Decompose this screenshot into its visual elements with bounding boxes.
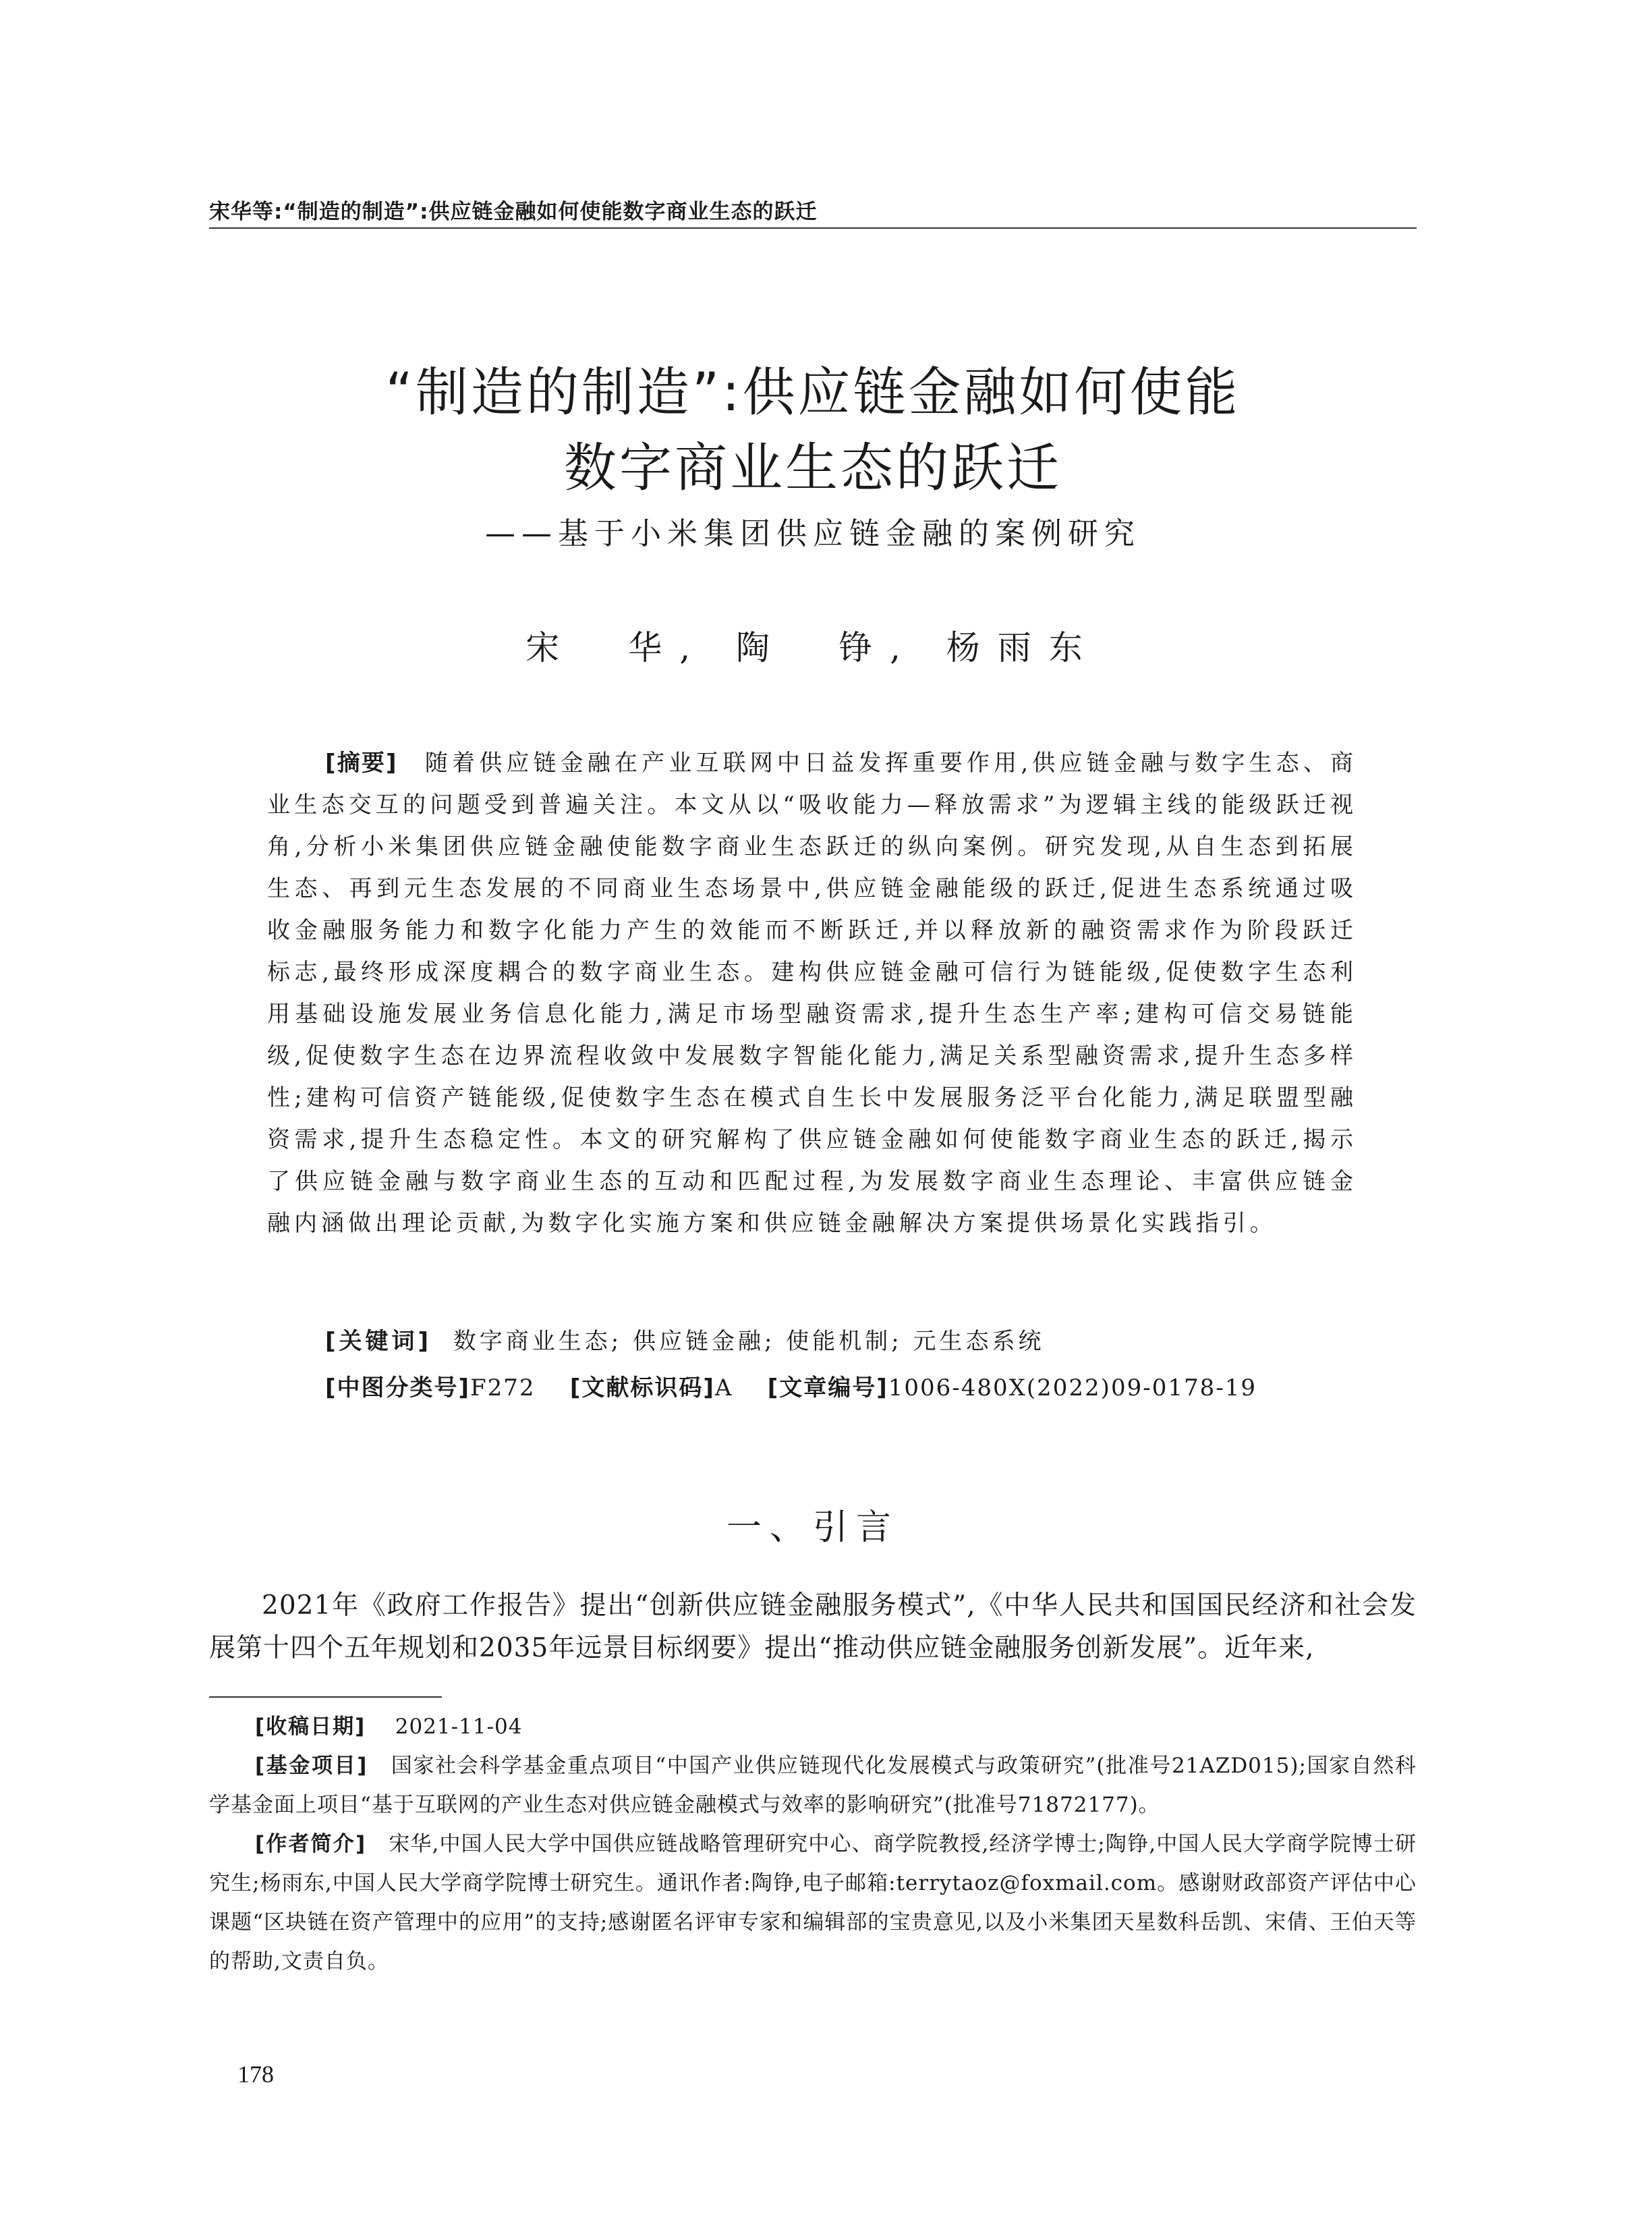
article-number-value: 1006-480X(2022)09-0178-19	[888, 1374, 1257, 1401]
keywords-label: [关键词]	[325, 1328, 432, 1355]
section-heading: 一、引言	[726, 1507, 899, 1548]
article-title-line-1: “制造的制造”:供应链金融如何使能	[385, 362, 1241, 423]
author-info-label: [作者简介]	[255, 1832, 367, 1856]
received-value: 2021-11-04	[395, 1715, 523, 1739]
doc-code-label: [文献标识码]	[569, 1374, 715, 1401]
fund-value: 国家社会科学基金重点项目“中国产业供应链现代化发展模式与政策研究”(批准号21AZD015);国家自然科学基金面上项目“基于互联网的产业生态对供应链金融模式与效率的影响研究”(批准号71872177)。	[209, 1754, 1417, 1817]
footnote-received	[209, 1707, 1417, 1746]
keywords-line	[325, 1330, 1357, 1353]
clc-value: F272	[470, 1374, 536, 1401]
author-info-value: 宋华,中国人民大学中国供应链战略管理研究中心、商学院教授,经济学博士;陶铮,中国人民大学商学院博士研究生;杨雨东,中国人民大学商学院博士研究生。通讯作者:陶铮,电子邮箱:terrytaoz@foxmail.com。感谢财政部资产评估中心课题“区块链在资产管理中的应用”的支持;感谢匿名评审专家和编辑部的宝贵意见,以及小米集团天星数科岳凯、宋倩、王伯天等的帮助,文责自负。	[209, 1832, 1417, 1974]
abstract-paragraph	[267, 742, 1357, 1244]
footnote-author	[209, 1825, 1417, 1981]
running-head: 宋华等:“制造的制造”:供应链金融如何使能数字商业生态的跃迁	[209, 200, 818, 224]
footnote-rule	[209, 1696, 442, 1698]
body-paragraph: 2021年《政府工作报告》提出“创新供应链金融服务模式”,《中华人民共和国国民经济和社会发展第十四个五年规划和2035年远景目标纲要》提出“推动供应链金融服务创新发展”。近年来,	[209, 1590, 1417, 1663]
abstract-block	[267, 742, 1357, 1244]
abstract-text: 随着供应链金融在产业互联网中日益发挥重要作用,供应链金融与数字生态、商业生态交互的问题受到普遍关注。本文从以“吸收能力—释放需求”为逻辑主线的能级跃迁视角,分析小米集团供应链金融使能数字商业生态跃迁的纵向案例。研究发现,从自生态到拓展生态、再到元生态发展的不同商业生态场景中,供应链金融能级的跃迁,促进生态系统通过吸收金融服务能力和数字化能力产生的效能而不断跃迁,并以释放新的融资需求作为阶段跃迁标志,最终形成深度耦合的数字商业生态。建构供应链金融可信行为链能级,促使数字生态利用基础设施发展业务信息化能力,满足市场型融资需求,提升生态生产率;建构可信交易链能级,促使数字生态在边界流程收敛中发展数字智能化能力,满足关系型融资需求,提升生态多样性;建构可信资产链能级,促使数字生态在模式自生长中发展服务泛平台化能力,满足联盟型融资需求,提升生态稳定性。本文的研究解构了供应链金融如何使能数字商业生态的跃迁,揭示了供应链金融与数字商业生态的互动和匹配过程,为发展数字商业生态理论、丰富供应链金融内涵做出理论贡献,为数字化实施方案和供应链金融解决方案提供场景化实践指引。	[267, 750, 1358, 1237]
abstract-label: [摘要]	[325, 750, 398, 777]
header-rule	[209, 227, 1417, 229]
article-subtitle: ——基于小米集团供应链金融的案例研究	[484, 516, 1141, 551]
clc-label: [中图分类号]	[325, 1374, 471, 1401]
doc-code-value: A	[714, 1374, 733, 1401]
fund-label: [基金项目]	[255, 1754, 368, 1778]
footnote-fund	[209, 1746, 1417, 1825]
received-label: [收稿日期]	[255, 1715, 366, 1739]
article-title-line-2: 数字商业生态的跃迁	[563, 438, 1062, 499]
page-number: 178	[237, 2061, 274, 2088]
footnotes-block	[209, 1707, 1417, 1981]
article-number-label: [文章编号]	[767, 1374, 888, 1401]
keywords-text: 数字商业生态; 供应链金融; 使能机制; 元生态系统	[453, 1328, 1045, 1355]
author-list: 宋 华, 陶 铮, 杨雨东	[525, 628, 1100, 667]
body-text-block	[209, 1584, 1417, 1669]
classification-line	[325, 1376, 1357, 1399]
